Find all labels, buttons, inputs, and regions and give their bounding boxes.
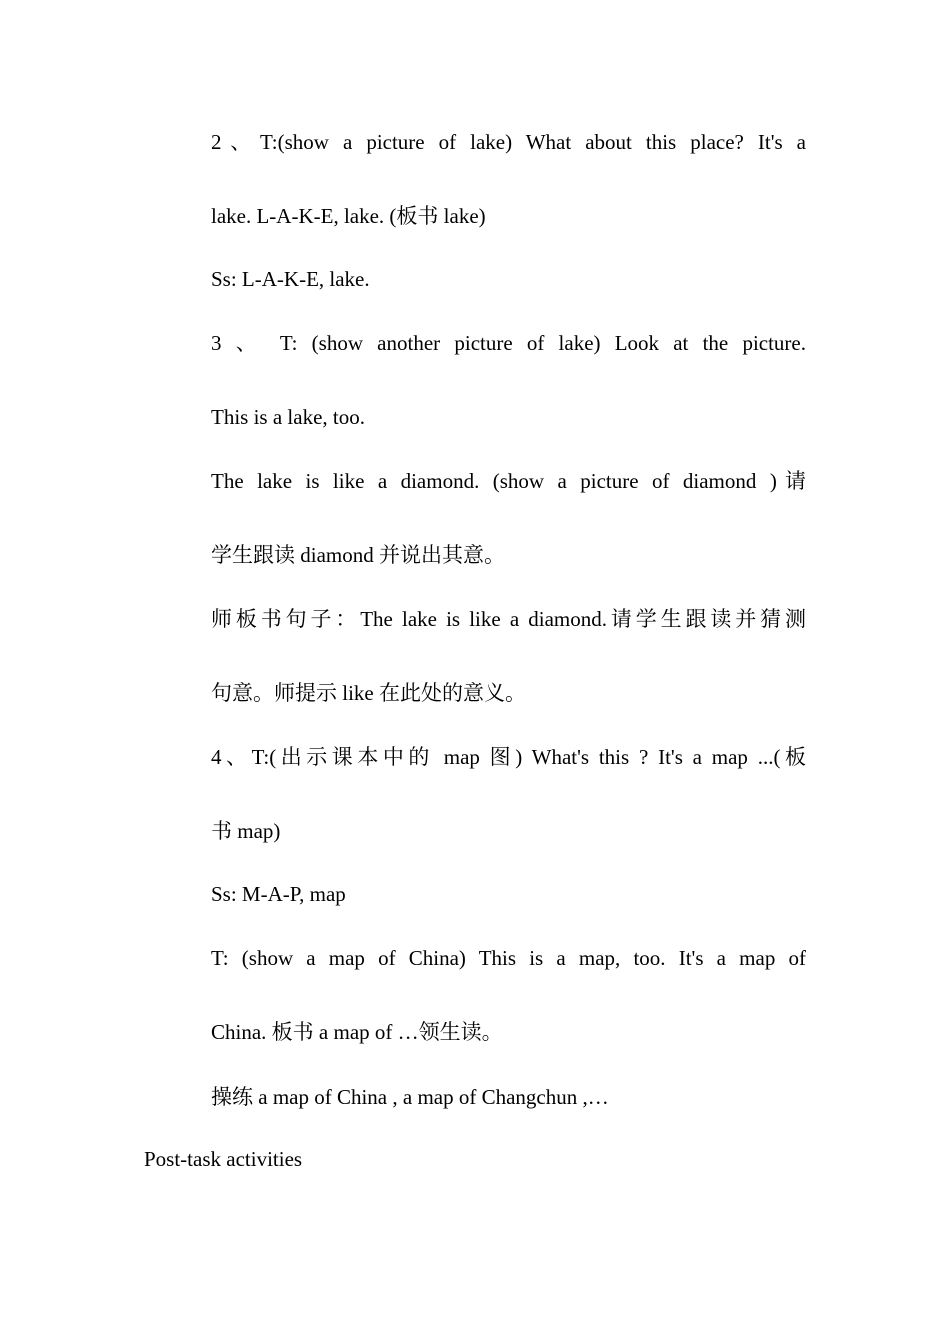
text-line: 句意。师提示 like 在此处的意义。 <box>211 681 526 705</box>
text-line: Ss: L-A-K-E, lake. <box>211 267 370 291</box>
text-line: 书 map) <box>211 819 281 843</box>
text-line: 操练 a map of China , a map of Changchun ,… <box>211 1085 609 1109</box>
text-line: 4、T:(出示课本中的 map 图) What's this ? It's a map ...(板 <box>211 745 806 769</box>
text-line: The lake is like a diamond. (show a picture of diamond )请 <box>211 469 806 493</box>
section-heading: Post-task activities <box>144 1147 303 1171</box>
text-line: This is a lake, too. <box>211 405 365 429</box>
text-line: 学生跟读 diamond 并说出其意。 <box>211 543 505 567</box>
text-line: T: (show a map of China) This is a map, too. It's a map of <box>211 946 806 970</box>
text-line: China. 板书 a map of …领生读。 <box>211 1020 503 1044</box>
text-line: 3 、 T: (show another picture of lake) Look at the picture. <box>211 331 806 355</box>
text-line: lake. L-A-K-E, lake. (板书 lake) <box>211 204 486 228</box>
text-line: Ss: M-A-P, map <box>211 882 346 906</box>
text-line: 师板书句子：The lake is like a diamond.请学生跟读并猜测 <box>211 607 806 631</box>
text-line: 2、T:(show a picture of lake) What about this place? It's a <box>211 130 806 154</box>
